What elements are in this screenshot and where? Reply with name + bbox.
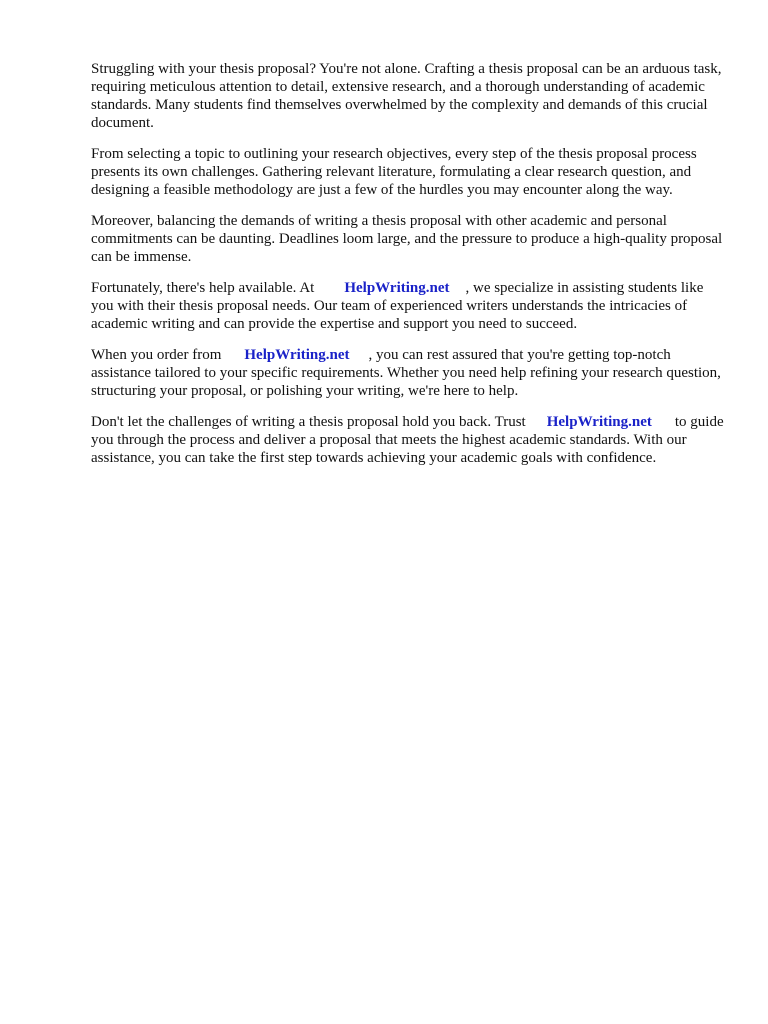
- paragraph-text: When you order from: [91, 347, 222, 363]
- paragraph-text: , we specialize in assisting students like you with their thesis proposal needs. Our team of experienced writers understands the intricacies of academic writing and can provide the expertise and support you need to succeed.: [91, 280, 704, 332]
- helpwriting-link[interactable]: HelpWriting.net: [244, 347, 350, 363]
- paragraph-text: , you can rest assured that you're getting top-notch assistance tailored to your specific requirements. Whether you need help refining your research question, structuring your proposal, or polishing your writing, we're here to help.: [91, 347, 721, 399]
- paragraph-help-available: [91, 279, 727, 333]
- helpwriting-link[interactable]: HelpWriting.net: [344, 280, 450, 296]
- paragraph-order: [91, 346, 727, 400]
- paragraph-balancing: Moreover, balancing the demands of writing a thesis proposal with other academic and personal commitments can be daunting. Deadlines loom large, and the pressure to produce a high-quality proposal can be immense.: [91, 213, 723, 265]
- document-body: [91, 60, 727, 480]
- paragraph-intro: Struggling with your thesis proposal? You're not alone. Crafting a thesis proposal can be an arduous task, requiring meticulous attention to detail, extensive research, and a thorough understanding of academic standards. Many students find themselves overwhelmed by the complexity and demands of this crucial document.: [91, 61, 722, 131]
- paragraph-text: Don't let the challenges of writing a thesis proposal hold you back. Trust: [91, 414, 526, 430]
- paragraph-text: Fortunately, there's help available. At: [91, 280, 315, 296]
- paragraph-closing: [91, 413, 727, 467]
- paragraph-challenges: From selecting a topic to outlining your research objectives, every step of the thesis proposal process presents its own challenges. Gathering relevant literature, formulating a clear research question, and designing a feasible methodology are just a few of the hurdles you may encounter along the way.: [91, 146, 697, 198]
- paragraph-text: to guide you through the process and deliver a proposal that meets the highest academic standards. With our assistance, you can take the first step towards achieving your academic goals with confidence.: [91, 414, 724, 466]
- helpwriting-link[interactable]: HelpWriting.net: [546, 414, 652, 430]
